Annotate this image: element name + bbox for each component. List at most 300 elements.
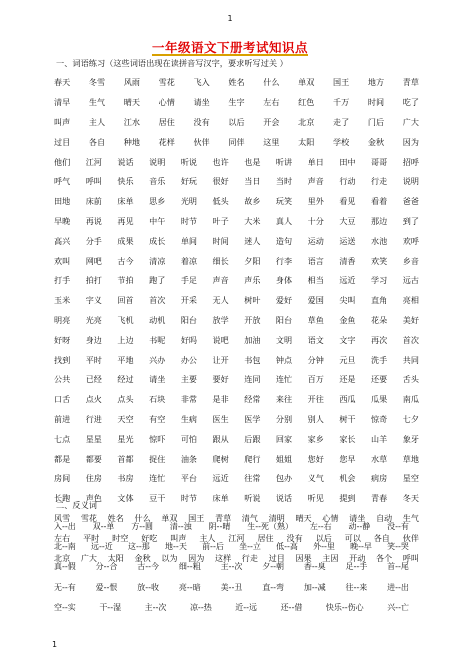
- vocabulary-word: 欢呼: [402, 235, 419, 246]
- vocabulary-word: 各自: [373, 532, 390, 543]
- antonym-pair: 生--死（熟）: [247, 521, 293, 531]
- vocabulary-word: 花朵: [371, 314, 388, 325]
- vocabulary-word: 大豆: [339, 215, 356, 226]
- vocabulary-row: [54, 152, 419, 172]
- antonym-pair: 左--右: [309, 521, 332, 531]
- vocabulary-word: 是非: [212, 394, 229, 405]
- vocabulary-word: 平时: [85, 354, 102, 365]
- vocabulary-word: 细长: [212, 255, 229, 266]
- vocabulary-word: 这里: [263, 136, 280, 147]
- vocabulary-word: 左右: [263, 97, 280, 108]
- vocabulary-word: 分手: [85, 235, 102, 246]
- vocabulary-word: 共同: [402, 354, 419, 365]
- vocabulary-word: 经常: [244, 394, 261, 405]
- vocabulary-word: 那边: [371, 215, 388, 226]
- vocabulary-word: 远近: [212, 473, 229, 484]
- vocabulary-word: 呼叫: [402, 552, 419, 563]
- vocabulary-word: 叫声: [170, 532, 187, 543]
- vocabulary-row: [54, 330, 419, 350]
- vocabulary-row: [54, 489, 419, 509]
- vocabulary-word: 春天: [54, 77, 71, 88]
- vocabulary-word: 呼叫: [85, 176, 102, 187]
- vocabulary-word: 打手: [54, 275, 71, 286]
- vocabulary-word: 欢叫: [54, 255, 71, 266]
- vocabulary-word: 飞机: [117, 314, 134, 325]
- vocabulary-word: 雪花: [158, 77, 175, 88]
- vocabulary-word: 声色: [85, 493, 102, 504]
- vocabulary-row: [54, 231, 419, 251]
- vocabulary-row: [54, 469, 419, 489]
- vocabulary-word: 国王: [188, 512, 205, 523]
- vocabulary-word: 太阳: [298, 136, 315, 147]
- vocabulary-word: 开采: [180, 295, 198, 306]
- vocabulary-word: 说明: [402, 176, 419, 187]
- vocabulary-word: 光亮: [85, 314, 102, 325]
- vocabulary-word: 点火: [85, 394, 102, 405]
- vocabulary-word: 开往: [307, 394, 324, 405]
- vocabulary-word: 医生: [212, 413, 229, 424]
- antonym-pair: 低--高: [276, 541, 298, 551]
- vocabulary-word: 时节: [180, 215, 198, 226]
- vocabulary-word: 再次: [371, 334, 388, 345]
- vocabulary-word: 连忙: [275, 374, 293, 385]
- vocabulary-word: 红色: [298, 97, 315, 108]
- vocabulary-word: 书房: [117, 473, 134, 484]
- vocabulary-word: 床前: [85, 196, 102, 207]
- vocabulary-word: 水草: [371, 453, 388, 464]
- antonym-pair: 外--里: [313, 541, 335, 551]
- antonym-pair: 分--合: [95, 562, 118, 572]
- section1-heading: 一、词语练习（这些词语出现在读拼音写汉字，要求听写过关 ）: [56, 58, 288, 68]
- vocabulary-word: 连忙: [149, 473, 166, 484]
- vocabulary-word: 田中: [339, 156, 356, 167]
- vocabulary-word: 开动: [349, 552, 366, 563]
- vocabulary-word: 尖叫: [339, 295, 356, 306]
- vocabulary-word: 公共: [54, 374, 71, 385]
- vocabulary-word: 经过: [117, 374, 134, 385]
- vocabulary-word: 也是: [244, 156, 261, 167]
- vocabulary-word: 太阳: [107, 552, 124, 563]
- vocabulary-row: [54, 311, 419, 331]
- vocabulary-word: 看见: [339, 196, 356, 207]
- vocabulary-word: 再说: [85, 215, 102, 226]
- vocabulary-word: 百万: [307, 374, 324, 385]
- vocabulary-word: 爱国: [307, 295, 324, 306]
- vocabulary-word: 过目: [54, 136, 71, 147]
- vocabulary-word: 风雪: [54, 512, 71, 523]
- vocabulary-word: 兴办: [149, 354, 166, 365]
- vocabulary-word: 过目: [268, 552, 285, 563]
- antonym-pair: 方--圆: [131, 521, 154, 531]
- vocabulary-word: 病房: [371, 473, 388, 484]
- vocabulary-word: 捉住: [149, 453, 166, 464]
- vocabulary-word: 乡音: [402, 255, 419, 266]
- vocabulary-word: 前进: [54, 413, 71, 424]
- antonym-pair: 足--手: [345, 562, 368, 572]
- vocabulary-word: 着凉: [180, 255, 198, 266]
- antonym-pair: 首--尾: [387, 562, 409, 572]
- vocabulary-word: 同伴: [228, 136, 245, 147]
- vocabulary-word: 清早: [54, 97, 71, 108]
- vocabulary-word: 爬树: [212, 453, 229, 464]
- vocabulary-word: 口舌: [54, 394, 71, 405]
- vocabulary-word: 叫声: [54, 116, 71, 127]
- vocabulary-word: 机会: [339, 473, 356, 484]
- antonym-pair: 晚--早: [350, 541, 372, 551]
- vocabulary-word: 听说: [180, 156, 198, 167]
- vocabulary-word: 大米: [244, 215, 261, 226]
- vocabulary-word: 语文: [307, 334, 324, 345]
- vocabulary-word: 办公: [180, 354, 198, 365]
- vocabulary-word: 清香: [339, 255, 356, 266]
- antonym-pair: 凉--热: [189, 602, 212, 612]
- vocabulary-word: 故乡: [244, 196, 261, 207]
- vocabulary-word: 请坐: [193, 97, 210, 108]
- antonym-pair: 主--次: [220, 562, 243, 572]
- vocabulary-word: 床单: [212, 493, 229, 504]
- vocabulary-word: 玩笑: [275, 196, 293, 207]
- vocabulary-word: 开放: [244, 314, 261, 325]
- vocabulary-word: 青草: [214, 512, 232, 523]
- document-title: 一年级语文下册考试知识点: [151, 40, 308, 55]
- vocabulary-word: 语言: [307, 255, 324, 266]
- vocabulary-row: [54, 390, 419, 410]
- vocabulary-word: 再见: [117, 215, 134, 226]
- vocabulary-word: 哥哥: [371, 156, 388, 167]
- vocabulary-word: 古今: [117, 255, 134, 266]
- vocabulary-word: 七点: [54, 433, 71, 444]
- vocabulary-word: 清气: [241, 512, 258, 523]
- vocabulary-word: 没有: [193, 116, 210, 127]
- vocabulary-word: 远古: [402, 275, 419, 286]
- vocabulary-word: 门后: [367, 116, 385, 127]
- antonym-row: [54, 557, 409, 577]
- vocabulary-word: 江河: [85, 156, 102, 167]
- section2-heading: 二、反义词: [56, 500, 97, 510]
- vocabulary-word: 阳台: [180, 314, 198, 325]
- vocabulary-word: 姓名: [107, 512, 124, 523]
- vocabulary-word: 拍打: [85, 275, 102, 286]
- vocabulary-word: 天空: [117, 413, 134, 424]
- vocabulary-word: 家长: [339, 433, 356, 444]
- vocabulary-word: 亮相: [402, 295, 419, 306]
- vocabulary-word: 树干: [339, 413, 356, 424]
- vocabulary-word: 行走: [241, 552, 258, 563]
- vocabulary-row: [54, 429, 419, 449]
- page-number-bottom: 1: [52, 640, 58, 649]
- vocabulary-word: 平地: [117, 354, 134, 365]
- vocabulary-word: 义气: [307, 473, 324, 484]
- vocabulary-word: 冬天: [402, 493, 419, 504]
- vocabulary-word: 后跟: [244, 433, 261, 444]
- vocabulary-word: 玉米: [54, 295, 71, 306]
- vocabulary-word: 非常: [180, 394, 198, 405]
- vocabulary-word: 都要: [85, 453, 102, 464]
- vocabulary-word: 迷人: [244, 235, 261, 246]
- vocabulary-word: 身体: [275, 275, 293, 286]
- vocabulary-word: 西瓜: [339, 394, 356, 405]
- vocabulary-word: 左右: [54, 532, 71, 543]
- vocabulary-word: 北京: [298, 116, 315, 127]
- vocabulary-word: 主要: [180, 374, 198, 385]
- antonym-pair: 无--有: [54, 582, 76, 592]
- vocabulary-word: 南瓜: [402, 394, 419, 405]
- vocabulary-word: 山羊: [371, 433, 388, 444]
- antonym-pair: 笑--哭: [387, 541, 409, 551]
- vocabulary-word: 首次: [149, 295, 166, 306]
- vocabulary-word: 金鱼: [339, 314, 356, 325]
- vocabulary-word: 书呢: [149, 334, 166, 345]
- vocabulary-word: 包办: [275, 473, 293, 484]
- vocabulary-word: 造句: [275, 235, 293, 246]
- vocabulary-word: 时间: [212, 235, 229, 246]
- vocabulary-word: 相当: [307, 275, 324, 286]
- vocabulary-word: 惊吓: [149, 433, 166, 444]
- vocabulary-grid: [54, 73, 419, 568]
- vocabulary-word: 主因: [322, 552, 339, 563]
- vocabulary-word: 舌头: [402, 374, 419, 385]
- vocabulary-word: 跑了: [149, 275, 166, 286]
- vocabulary-word: 当日: [244, 176, 261, 187]
- vocabulary-word: 呼气: [54, 176, 71, 187]
- vocabulary-word: 中午: [149, 215, 166, 226]
- vocabulary-word: 可怕: [180, 433, 198, 444]
- antonym-pair: 地--天: [165, 541, 187, 551]
- antonym-pair: 动--静: [348, 521, 371, 531]
- vocabulary-word: 广大: [80, 552, 98, 563]
- vocabulary-word: 学校: [333, 136, 350, 147]
- vocabulary-word: 生病: [180, 413, 198, 424]
- vocabulary-word: 清凉: [149, 255, 166, 266]
- vocabulary-word: 他们: [54, 156, 71, 167]
- vocabulary-word: 请坐: [349, 512, 366, 523]
- vocabulary-word: 首次: [402, 334, 419, 345]
- vocabulary-word: 请坐: [149, 374, 166, 385]
- antonym-pair: 往--来: [345, 582, 368, 592]
- vocabulary-word: 夕阳: [244, 255, 261, 266]
- vocabulary-word: 行动: [339, 176, 356, 187]
- vocabulary-row: [54, 93, 419, 113]
- vocabulary-word: 要好: [212, 374, 229, 385]
- vocabulary-word: 冬雪: [88, 77, 106, 88]
- vocabulary-word: 行走: [371, 176, 388, 187]
- vocabulary-word: 好玩: [180, 176, 198, 187]
- vocabulary-word: 听见: [307, 493, 324, 504]
- vocabulary-word: 金秋: [367, 136, 385, 147]
- vocabulary-row: [54, 449, 419, 469]
- vocabulary-word: 别人: [307, 413, 324, 424]
- vocabulary-word: 美好: [402, 314, 419, 325]
- vocabulary-word: 还是: [339, 374, 356, 385]
- vocabulary-word: 都是: [54, 453, 71, 464]
- vocabulary-word: 加油: [244, 334, 261, 345]
- vocabulary-word: 石块: [149, 394, 166, 405]
- antonym-pair: 前--后: [202, 541, 224, 551]
- vocabulary-word: 单双: [161, 512, 178, 523]
- vocabulary-word: 房间: [54, 473, 71, 484]
- vocabulary-word: 以后: [315, 532, 332, 543]
- vocabulary-word: 低头: [212, 196, 229, 207]
- vocabulary-word: 往常: [244, 473, 261, 484]
- antonym-pair: 夕--朝: [262, 562, 284, 572]
- antonym-pair: 古--今: [137, 562, 160, 572]
- vocabulary-word: 好吃: [141, 532, 158, 543]
- vocabulary-word: 生字: [228, 97, 245, 108]
- vocabulary-word: 晴天: [123, 97, 140, 108]
- vocabulary-row: [54, 350, 419, 370]
- vocabulary-word: 您早: [339, 453, 356, 464]
- vocabulary-word: 风雨: [123, 77, 140, 88]
- vocabulary-word: 青春: [371, 493, 388, 504]
- vocabulary-word: 学习: [371, 275, 388, 286]
- vocabulary-word: 里外: [307, 196, 324, 207]
- vocabulary-word: 心情: [158, 97, 175, 108]
- vocabulary-word: 放学: [212, 314, 229, 325]
- vocabulary-word: 让开: [212, 354, 229, 365]
- vocabulary-word: 广大: [402, 116, 419, 127]
- vocabulary-word: 十分: [307, 215, 324, 226]
- antonym-row: [54, 597, 409, 617]
- vocabulary-word: 豆干: [149, 493, 166, 504]
- vocabulary-word: 爬行: [244, 453, 261, 464]
- vocabulary-word: 已经: [85, 374, 102, 385]
- vocabulary-word: 看着: [371, 196, 388, 207]
- vocabulary-word: 叶子: [212, 215, 229, 226]
- vocabulary-word: 姓名: [228, 77, 245, 88]
- vocabulary-word: 真人: [275, 215, 293, 226]
- vocabulary-word: 以为: [161, 552, 178, 563]
- vocabulary-word: 草鱼: [307, 314, 324, 325]
- vocabulary-word: 江水: [123, 116, 140, 127]
- vocabulary-word: 住房: [85, 473, 102, 484]
- vocabulary-word: 雪花: [80, 512, 98, 523]
- vocabulary-word: 医学: [244, 413, 261, 424]
- antonym-pair: 主--次: [144, 602, 167, 612]
- vocabulary-word: 找到: [54, 354, 71, 365]
- antonym-pair: 快乐--伤心: [325, 602, 364, 612]
- vocabulary-word: 上边: [117, 334, 134, 345]
- vocabulary-word: 听说: [244, 493, 261, 504]
- vocabulary-word: 元旦: [339, 354, 356, 365]
- vocabulary-row: [54, 370, 419, 390]
- vocabulary-word: 时间: [367, 97, 385, 108]
- vocabulary-word: 象牙: [402, 433, 419, 444]
- vocabulary-word: 说话: [117, 156, 134, 167]
- vocabulary-word: 说明: [149, 156, 166, 167]
- vocabulary-word: 听讲: [275, 156, 293, 167]
- vocabulary-word: 因为: [402, 136, 419, 147]
- vocabulary-word: 回家: [275, 433, 293, 444]
- vocabulary-word: 可以: [344, 532, 361, 543]
- vocabulary-word: 飞入: [193, 77, 210, 88]
- vocabulary-word: 床单: [117, 196, 134, 207]
- antonym-pair: 香--臭: [303, 562, 326, 572]
- vocabulary-word: 树叶: [244, 295, 261, 306]
- antonym-pair: 坐--立: [239, 541, 261, 551]
- vocabulary-word: 因为: [188, 552, 205, 563]
- antonym-pair: 美--丑: [220, 582, 243, 592]
- vocabulary-row: [54, 271, 419, 291]
- vocabulary-word: 伙伴: [193, 136, 210, 147]
- vocabulary-word: 什么: [134, 512, 151, 523]
- antonym-pair: 真--假: [54, 562, 76, 572]
- vocabulary-word: 千万: [333, 97, 350, 108]
- antonym-pair: 干--湿: [99, 602, 122, 612]
- title-container: [0, 37, 460, 56]
- vocabulary-word: 以后: [228, 116, 245, 127]
- antonym-pair: 北--南: [54, 541, 76, 551]
- vocabulary-word: 主人: [88, 116, 106, 127]
- vocabulary-word: 没有: [286, 532, 303, 543]
- vocabulary-word: 点头: [117, 394, 134, 405]
- vocabulary-word: 吃了: [402, 97, 419, 108]
- vocabulary-word: 节拍: [117, 275, 134, 286]
- vocabulary-word: 时节: [180, 493, 198, 504]
- vocabulary-word: 生气: [88, 97, 106, 108]
- vocabulary-word: 单双: [298, 77, 315, 88]
- vocabulary-word: 清明: [268, 512, 285, 523]
- vocabulary-word: 字义: [85, 295, 102, 306]
- vocabulary-word: 田地: [54, 196, 71, 207]
- vocabulary-row: [54, 73, 419, 93]
- vocabulary-row: [54, 172, 419, 192]
- antonym-pair: 这--那: [128, 541, 150, 551]
- vocabulary-word: 生气: [402, 512, 419, 523]
- vocabulary-word: 高兴: [54, 235, 71, 246]
- vocabulary-word: 行进: [85, 413, 102, 424]
- vocabulary-word: 星光: [117, 433, 134, 444]
- vocabulary-word: 欢笑: [371, 255, 388, 266]
- vocabulary-word: 油条: [180, 453, 198, 464]
- vocabulary-word: 爱好: [275, 295, 293, 306]
- vocabulary-row: [54, 291, 419, 311]
- vocabulary-word: 种地: [123, 136, 140, 147]
- antonym-row: [54, 577, 409, 597]
- vocabulary-word: 身边: [85, 334, 102, 345]
- vocabulary-word: 花样: [158, 136, 175, 147]
- vocabulary-word: 草地: [402, 453, 419, 464]
- vocabulary-word: 单间: [180, 235, 198, 246]
- vocabulary-word: 因果: [295, 552, 312, 563]
- antonym-pair: 爱--恨: [95, 582, 118, 592]
- vocabulary-word: 地方: [367, 77, 385, 88]
- vocabulary-word: 连同: [244, 374, 261, 385]
- vocabulary-word: 说话: [275, 493, 293, 504]
- antonym-pair: 阴--晴: [208, 521, 231, 531]
- vocabulary-word: 文字: [339, 334, 356, 345]
- vocabulary-word: 声音: [307, 176, 324, 187]
- vocabulary-word: 各自: [88, 136, 106, 147]
- vocabulary-word: 思乡: [149, 196, 166, 207]
- vocabulary-word: 这样: [214, 552, 232, 563]
- vocabulary-word: 长跑: [54, 493, 71, 504]
- vocabulary-word: 江河: [228, 532, 245, 543]
- vocabulary-word: 居住: [158, 116, 175, 127]
- vocabulary-word: 也许: [212, 156, 229, 167]
- vocabulary-word: 回首: [117, 295, 134, 306]
- antonym-pair: 放--收: [137, 582, 160, 592]
- vocabulary-word: 心情: [322, 512, 339, 523]
- vocabulary-word: 音乐: [149, 176, 166, 187]
- vocabulary-row: [54, 212, 419, 232]
- vocabulary-word: 星星: [85, 433, 102, 444]
- antonym-pair: 清--浊: [169, 521, 192, 531]
- vocabulary-word: 到了: [402, 215, 419, 226]
- antonym-pair: 入--出: [54, 521, 76, 531]
- vocabulary-word: 国王: [333, 77, 350, 88]
- vocabulary-word: 首都: [117, 453, 134, 464]
- vocabulary-word: 手足: [180, 275, 198, 286]
